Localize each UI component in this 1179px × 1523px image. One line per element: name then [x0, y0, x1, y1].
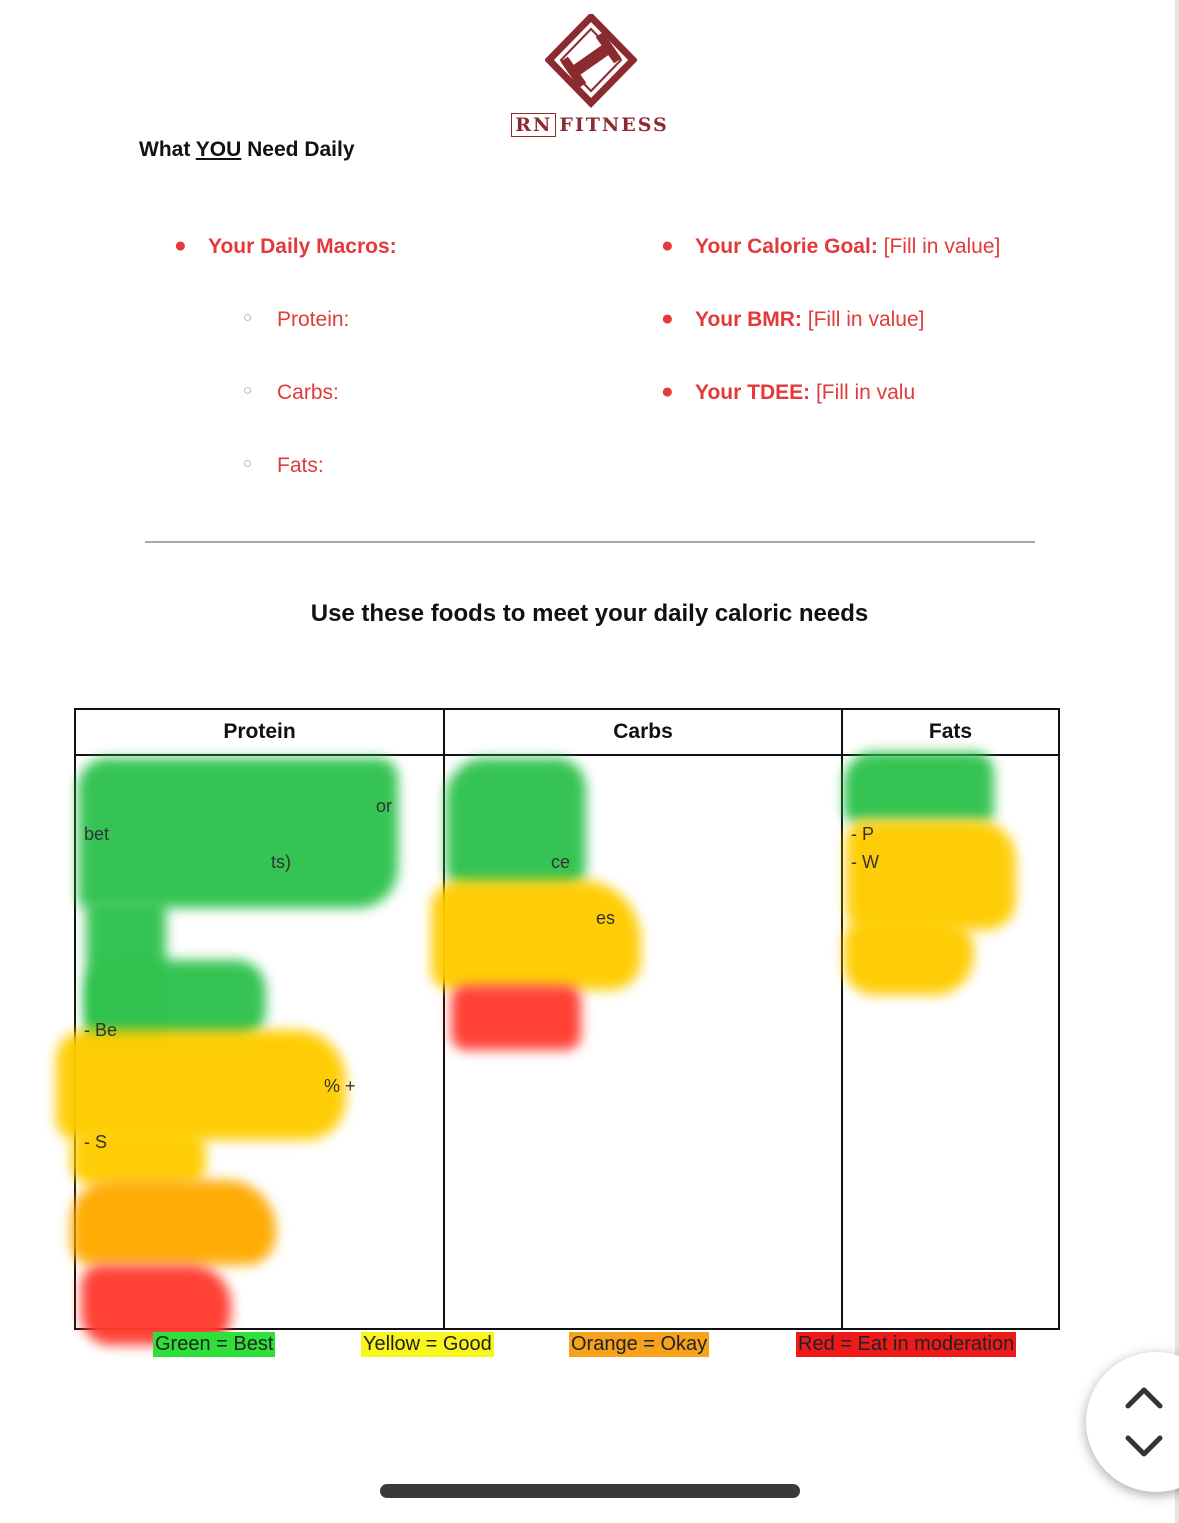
- carbs-fragment: es: [596, 908, 616, 928]
- chevron-down-icon[interactable]: [1124, 1432, 1164, 1460]
- horizontal-divider: [145, 541, 1035, 543]
- rn-fitness-logo: [505, 14, 675, 139]
- scroll-navigation-widget[interactable]: [1086, 1352, 1179, 1492]
- protein-fragment: ts): [271, 852, 291, 872]
- carbs-fragment: ce: [551, 852, 571, 872]
- bullet-dot-icon: ●: [661, 307, 674, 330]
- protein-fragment: bet: [84, 824, 110, 844]
- daily-macros-bullet: ● Your Daily Macros:: [174, 234, 397, 258]
- yellow-scribble: [844, 920, 974, 995]
- yellow-scribble: [431, 880, 641, 990]
- food-table: [74, 708, 1060, 1330]
- home-indicator[interactable]: [380, 1484, 800, 1498]
- legend-green: Green = Best: [155, 1333, 274, 1355]
- macro-carbs-item: ○ Carbs:: [243, 381, 339, 404]
- green-scribble: [78, 758, 398, 908]
- protein-fragment: - Be: [84, 1020, 118, 1040]
- macro-protein-item: ○ Protein:: [243, 308, 350, 331]
- logo-wordmark: [505, 114, 675, 136]
- column-divider: [443, 710, 445, 1330]
- macro-fats-item: ○ Fats:: [243, 454, 324, 477]
- column-header-protein: Protein: [223, 720, 296, 743]
- green-scribble: [844, 752, 994, 822]
- yellow-scribble: [56, 1030, 346, 1140]
- logo-rn: RN: [511, 113, 556, 137]
- dumbbell-diamond-icon: [545, 14, 637, 110]
- calorie-goal-bullet: ● Your Calorie Goal: [Fill in value]: [661, 234, 1001, 258]
- column-divider: [841, 710, 843, 1330]
- bullet-dot-icon: ●: [661, 380, 674, 403]
- protein-fragment: % +: [324, 1076, 356, 1096]
- fats-fragment: - W: [851, 852, 879, 872]
- legend-red: Red = Eat in moderation: [798, 1333, 1015, 1355]
- logo-fitness: FITNESS: [559, 114, 669, 136]
- bullet-circle-icon: ○: [243, 309, 253, 326]
- protein-fragment: - S: [84, 1132, 108, 1152]
- fats-fragment: - P: [851, 824, 875, 844]
- legend-orange: Orange = Okay: [571, 1333, 708, 1355]
- foods-heading: Use these foods to meet your daily caloric needs: [310, 600, 869, 627]
- column-header-fats: Fats: [928, 720, 973, 743]
- column-header-carbs: Carbs: [613, 720, 673, 743]
- legend-yellow: Yellow = Good: [363, 1333, 492, 1355]
- red-scribble: [451, 985, 581, 1050]
- chevron-up-icon[interactable]: [1124, 1384, 1164, 1412]
- orange-scribble: [71, 1180, 276, 1265]
- bullet-dot-icon: ●: [174, 234, 187, 257]
- bmr-bullet: ● Your BMR: [Fill in value]: [661, 307, 925, 331]
- bullet-circle-icon: ○: [243, 382, 253, 399]
- daily-needs-heading: What YOU Need Daily: [139, 138, 355, 161]
- bullet-circle-icon: ○: [243, 455, 253, 472]
- page-edge: [1175, 0, 1179, 1523]
- protein-fragment: or: [376, 796, 393, 816]
- bullet-dot-icon: ●: [661, 234, 674, 257]
- tdee-bullet: ● Your TDEE: [Fill in valu: [661, 380, 916, 404]
